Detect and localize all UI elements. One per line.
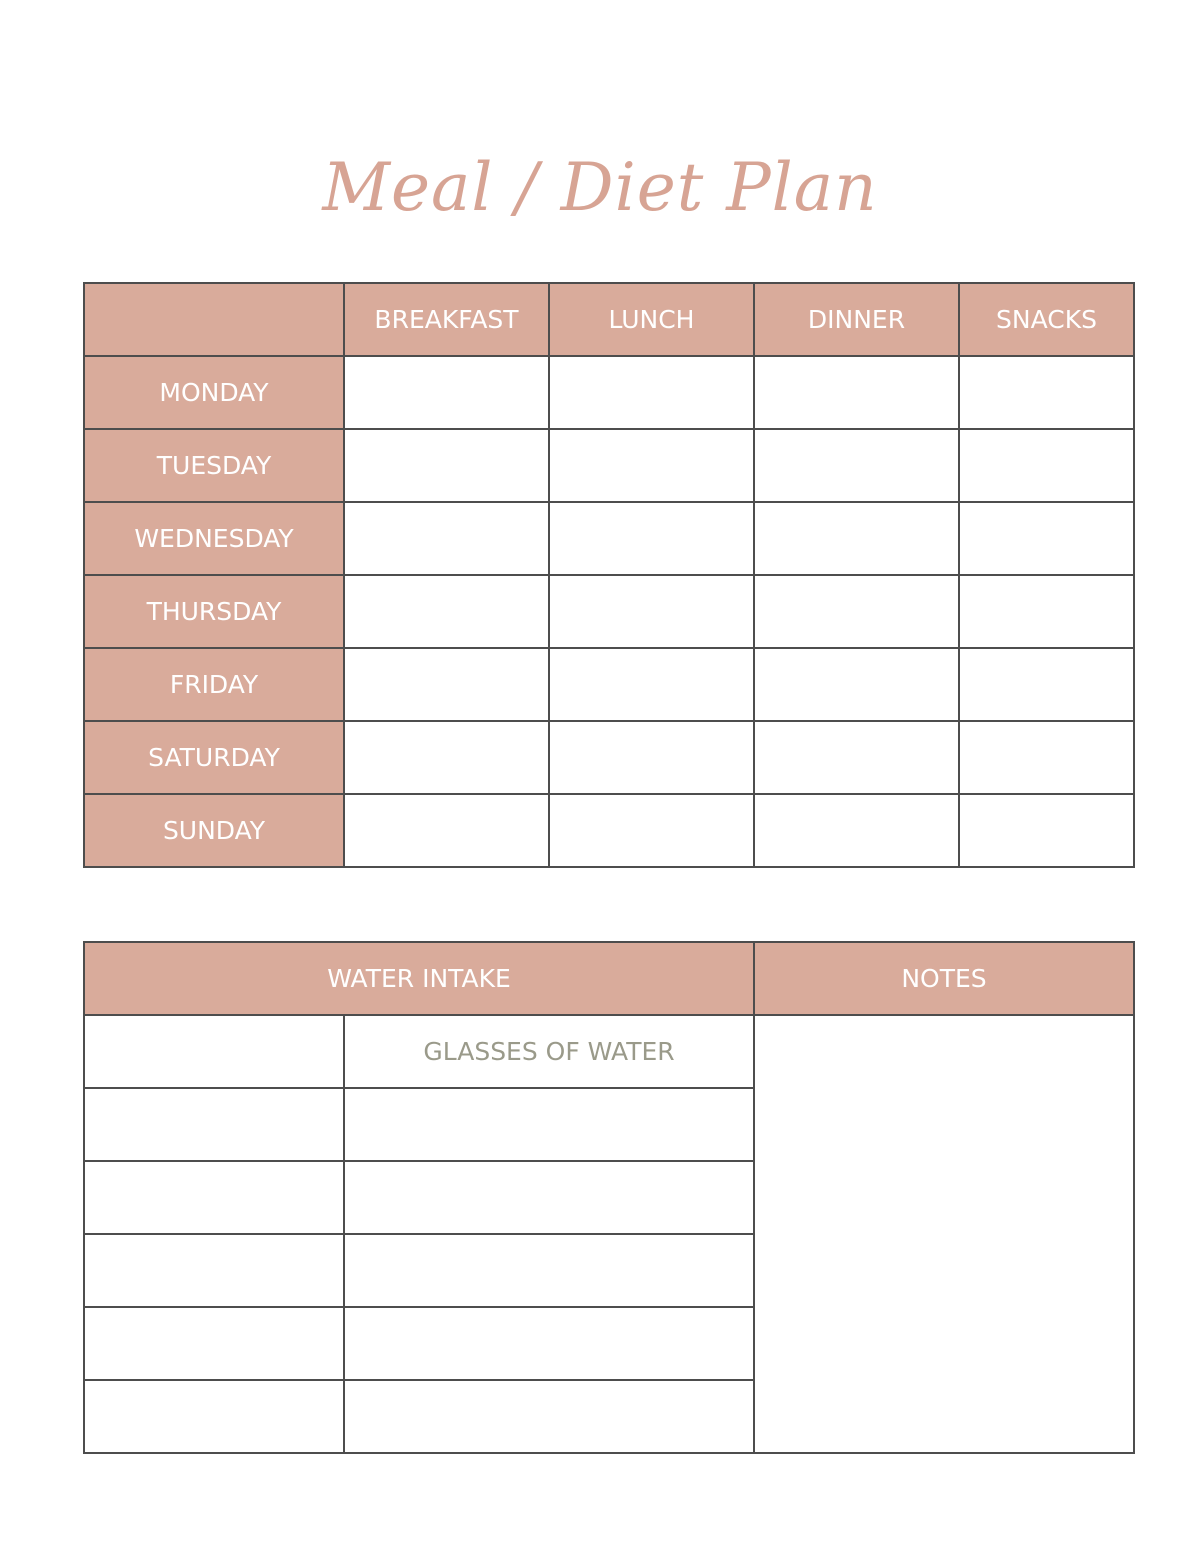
meal-cell[interactable] xyxy=(344,429,549,502)
water-cell[interactable] xyxy=(84,1088,344,1161)
water-cell[interactable] xyxy=(84,1234,344,1307)
column-header-lunch: LUNCH xyxy=(549,283,754,356)
meal-cell[interactable] xyxy=(344,648,549,721)
water-intake-header: WATER INTAKE xyxy=(84,942,754,1015)
water-cell[interactable] xyxy=(344,1088,754,1161)
day-label-monday: MONDAY xyxy=(84,356,344,429)
water-cell[interactable] xyxy=(344,1307,754,1380)
water-cell[interactable] xyxy=(344,1161,754,1234)
meal-cell[interactable] xyxy=(754,356,959,429)
meal-cell[interactable] xyxy=(959,429,1134,502)
page-title: Meal / Diet Plan xyxy=(322,149,878,226)
column-header-snacks: SNACKS xyxy=(959,283,1134,356)
water-cell[interactable] xyxy=(84,1380,344,1453)
corner-cell xyxy=(84,283,344,356)
meal-cell[interactable] xyxy=(959,648,1134,721)
day-row-thursday xyxy=(84,575,1134,648)
meal-cell[interactable] xyxy=(549,356,754,429)
meal-cell[interactable] xyxy=(549,721,754,794)
day-row-wednesday xyxy=(84,502,1134,575)
meal-cell[interactable] xyxy=(549,429,754,502)
day-label-wednesday: WEDNESDAY xyxy=(84,502,344,575)
water-cell[interactable] xyxy=(84,1307,344,1380)
water-cell[interactable] xyxy=(344,1234,754,1307)
water-cell[interactable] xyxy=(84,1015,344,1088)
meal-header-row xyxy=(84,283,1134,356)
day-row-monday xyxy=(84,356,1134,429)
water-header-row xyxy=(84,942,1134,1015)
meal-cell[interactable] xyxy=(344,356,549,429)
meal-cell[interactable] xyxy=(959,794,1134,867)
meal-cell[interactable] xyxy=(549,648,754,721)
meal-cell[interactable] xyxy=(549,575,754,648)
day-label-saturday: SATURDAY xyxy=(84,721,344,794)
meal-cell[interactable] xyxy=(344,721,549,794)
water-cell[interactable] xyxy=(84,1161,344,1234)
meal-cell[interactable] xyxy=(754,794,959,867)
day-row-sunday xyxy=(84,794,1134,867)
meal-cell[interactable] xyxy=(959,575,1134,648)
day-label-sunday: SUNDAY xyxy=(84,794,344,867)
column-header-dinner: DINNER xyxy=(754,283,959,356)
day-row-tuesday xyxy=(84,429,1134,502)
meal-cell[interactable] xyxy=(754,721,959,794)
meal-cell[interactable] xyxy=(549,502,754,575)
meal-cell[interactable] xyxy=(959,356,1134,429)
meal-cell[interactable] xyxy=(754,429,959,502)
meal-cell[interactable] xyxy=(959,721,1134,794)
water-notes-table xyxy=(83,941,1135,1454)
meal-cell[interactable] xyxy=(549,794,754,867)
day-row-friday xyxy=(84,648,1134,721)
day-label-thursday: THURSDAY xyxy=(84,575,344,648)
day-label-tuesday: TUESDAY xyxy=(84,429,344,502)
meal-cell[interactable] xyxy=(344,502,549,575)
meal-cell[interactable] xyxy=(754,575,959,648)
meal-cell[interactable] xyxy=(959,502,1134,575)
meal-cell[interactable] xyxy=(344,575,549,648)
water-row xyxy=(84,1015,1134,1088)
notes-area[interactable] xyxy=(754,1015,1134,1453)
notes-header: NOTES xyxy=(754,942,1134,1015)
day-row-saturday xyxy=(84,721,1134,794)
meal-cell[interactable] xyxy=(754,502,959,575)
meal-cell[interactable] xyxy=(344,794,549,867)
meal-cell[interactable] xyxy=(754,648,959,721)
meal-plan-table xyxy=(83,282,1135,868)
glasses-of-water-label: GLASSES OF WATER xyxy=(344,1015,754,1088)
day-label-friday: FRIDAY xyxy=(84,648,344,721)
water-cell[interactable] xyxy=(344,1380,754,1453)
column-header-breakfast: BREAKFAST xyxy=(344,283,549,356)
